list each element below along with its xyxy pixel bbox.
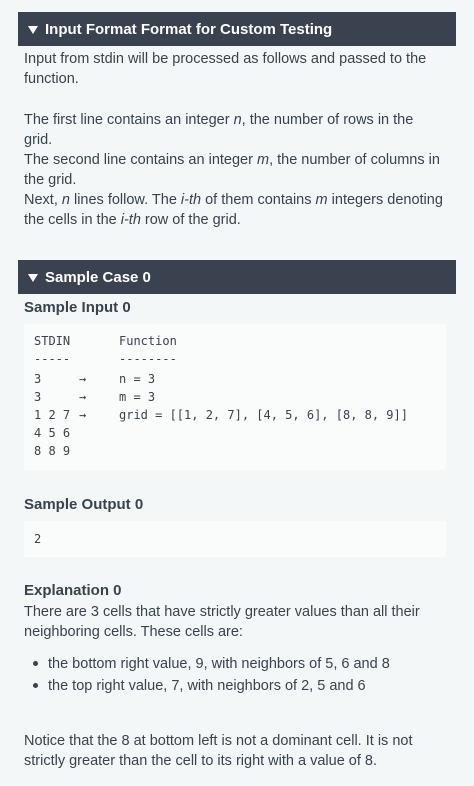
code-stdin: 1 2 7 [34,408,71,422]
input-format-intro: Input from stdin will be processed as follows and passed to the function. [24,51,427,87]
output-value: 2 [34,532,42,546]
explanation-bullets [24,653,390,697]
list-item: the top right value, 7, with neighbors of 2, 5 and 6 [24,675,390,697]
bullet-icon [33,683,38,688]
explanation-title: Explanation 0 [24,582,122,599]
code-stdin: 3 [34,390,42,404]
code-col2-header: Function [119,334,177,348]
explanation-text: There are 3 cells that have strictly greater values than all their neighboring cells. These cells are: [24,604,420,640]
bullet-icon [33,661,38,666]
caret-down-icon [28,274,38,282]
code-stdin: 8 8 9 [34,444,71,458]
code-col2-sep: -------- [119,352,177,366]
notice-text: Notice that the 8 at bottom left is not a dominant cell. It is not strictly greater than the cell to its right with a value of 8. [24,733,413,769]
sample-case-title: Sample Case 0 [45,268,151,286]
code-stdin: 4 5 6 [34,426,71,440]
caret-down-icon [28,26,38,34]
arrow-right-icon: → [79,390,87,404]
sample-output-code [24,521,446,557]
code-col1-sep: ----- [34,352,71,366]
code-func: m = 3 [119,390,156,404]
sample-input-title: Sample Input 0 [24,299,131,316]
input-format-title: Input Format Format for Custom Testing [45,20,333,38]
list-item: the bottom right value, 9, with neighbors of 5, 6 and 8 [24,653,390,675]
code-stdin: 3 [34,372,42,386]
sample-case-header[interactable] [18,260,456,294]
sample-input-code [24,324,446,470]
arrow-right-icon: → [79,408,87,422]
input-format-details: The first line contains an integer n, the number of rows in the grid. The second line contains an integer m, the number of columns in the grid. Next, n lines follow. The i-th of them contains m integers denoting the cells in the i-th row of the grid. [24,112,443,228]
code-func: n = 3 [119,372,156,386]
sample-output-title: Sample Output 0 [24,496,144,513]
code-col1-header: STDIN [34,334,71,348]
input-format-header[interactable] [18,12,456,46]
code-func: grid = [[1, 2, 7], [4, 5, 6], [8, 8, 9]] [119,408,408,422]
arrow-right-icon: → [79,372,87,386]
